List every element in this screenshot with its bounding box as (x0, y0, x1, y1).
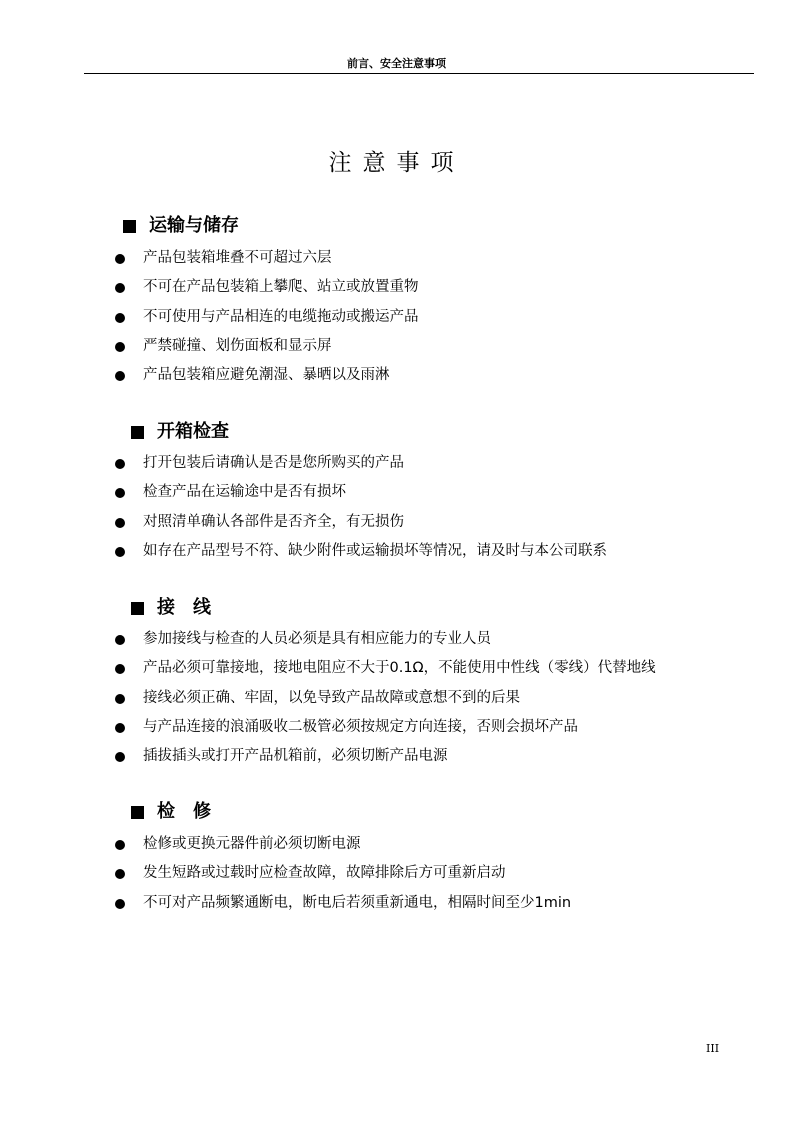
list-item (0, 684, 793, 713)
list-item (0, 537, 793, 566)
list-item (0, 449, 793, 478)
section-heading-unboxing (131, 420, 229, 444)
section-heading-transport (123, 214, 239, 238)
list-item-text: 检修或更换元器件前必须切断电源 (143, 836, 361, 852)
bullet-dot-icon (115, 342, 125, 352)
list-item (0, 830, 793, 859)
list-item (0, 859, 793, 888)
bullet-dot-icon (115, 723, 125, 733)
bullet-dot-icon (115, 694, 125, 704)
list-item-text: 不可使用与产品相连的电缆拖动或搬运产品 (143, 308, 419, 325)
list-item-text: 插拔插头或打开产品机箱前，必须切断产品电源 (143, 748, 448, 765)
section-heading-maintenance (131, 800, 211, 824)
bullet-dot-icon (115, 488, 125, 498)
list-item-text: 产品包装箱堆叠不可超过六层 (143, 250, 332, 266)
header-rule (84, 73, 754, 74)
list-item-text: 不可在产品包装箱上攀爬、站立或放置重物 (143, 279, 419, 296)
section-heading-label: 运输与储存 (149, 215, 239, 236)
list-item (0, 273, 793, 302)
list-item-text: 打开包装后请确认是否是您所购买的产品 (143, 455, 404, 471)
bullet-dot-icon (115, 371, 125, 381)
list-item (0, 361, 793, 390)
unboxing-list (0, 449, 793, 566)
list-item-text: 接线必须正确、牢固，以免导致产品故障或意想不到的后果 (143, 689, 520, 706)
list-item (0, 713, 793, 742)
square-bullet-icon (131, 426, 144, 439)
list-item-text: 产品包装箱应避免潮湿、暴晒以及雨淋 (143, 367, 390, 384)
bullet-dot-icon (115, 459, 125, 469)
list-item (0, 625, 793, 654)
bullet-dot-icon (115, 635, 125, 645)
list-item (0, 478, 793, 507)
section-heading-label: 接 线 (157, 597, 211, 618)
list-item (0, 303, 793, 332)
bullet-dot-icon (115, 547, 125, 557)
square-bullet-icon (123, 220, 136, 233)
maintenance-list (0, 830, 793, 918)
section-heading-wiring (131, 596, 211, 620)
list-item-text: 发生短路或过载时应检查故障，故障排除后方可重新启动 (143, 865, 506, 882)
list-item-text: 检查产品在运输途中是否有损坏 (143, 484, 346, 501)
wiring-list (0, 625, 793, 771)
list-item-text: 如存在产品型号不符、缺少附件或运输损坏等情况，请及时与本公司联系 (143, 542, 607, 559)
list-item (0, 654, 793, 683)
bullet-dot-icon (115, 752, 125, 762)
list-item-text: 参加接线与检查的人员必须是具有相应能力的专业人员 (143, 631, 491, 647)
running-header: 前言、安全注意事项 (347, 57, 446, 70)
transport-list (0, 244, 793, 390)
section-heading-label: 检 修 (157, 801, 211, 822)
bullet-dot-icon (115, 869, 125, 879)
list-item-text: 对照清单确认各部件是否齐全，有无损伤 (143, 513, 404, 530)
page-title: 注意事项 (328, 150, 465, 176)
bullet-dot-icon (115, 899, 125, 909)
square-bullet-icon (131, 602, 144, 615)
bullet-dot-icon (115, 254, 125, 264)
list-item (0, 742, 793, 771)
list-item (0, 244, 793, 273)
section-heading-label: 开箱检查 (157, 421, 229, 442)
bullet-dot-icon (115, 283, 125, 293)
page-number: III (706, 1042, 720, 1055)
list-item (0, 332, 793, 361)
bullet-dot-icon (115, 518, 125, 528)
list-item (0, 508, 793, 537)
bullet-dot-icon (115, 840, 125, 850)
list-item-text: 产品必须可靠接地，接地电阻应不大于0.1Ω，不能使用中性线（零线）代替地线 (143, 660, 656, 677)
list-item-text: 与产品连接的浪涌吸收二极管必须按规定方向连接，否则会损坏产品 (143, 718, 578, 735)
list-item-text: 严禁碰撞、划伤面板和显示屏 (143, 337, 332, 354)
bullet-dot-icon (115, 313, 125, 323)
bullet-dot-icon (115, 664, 125, 674)
list-item-text: 不可对产品频繁通断电，断电后若须重新通电，相隔时间至少1min (143, 894, 572, 911)
square-bullet-icon (131, 806, 144, 819)
list-item (0, 889, 793, 918)
